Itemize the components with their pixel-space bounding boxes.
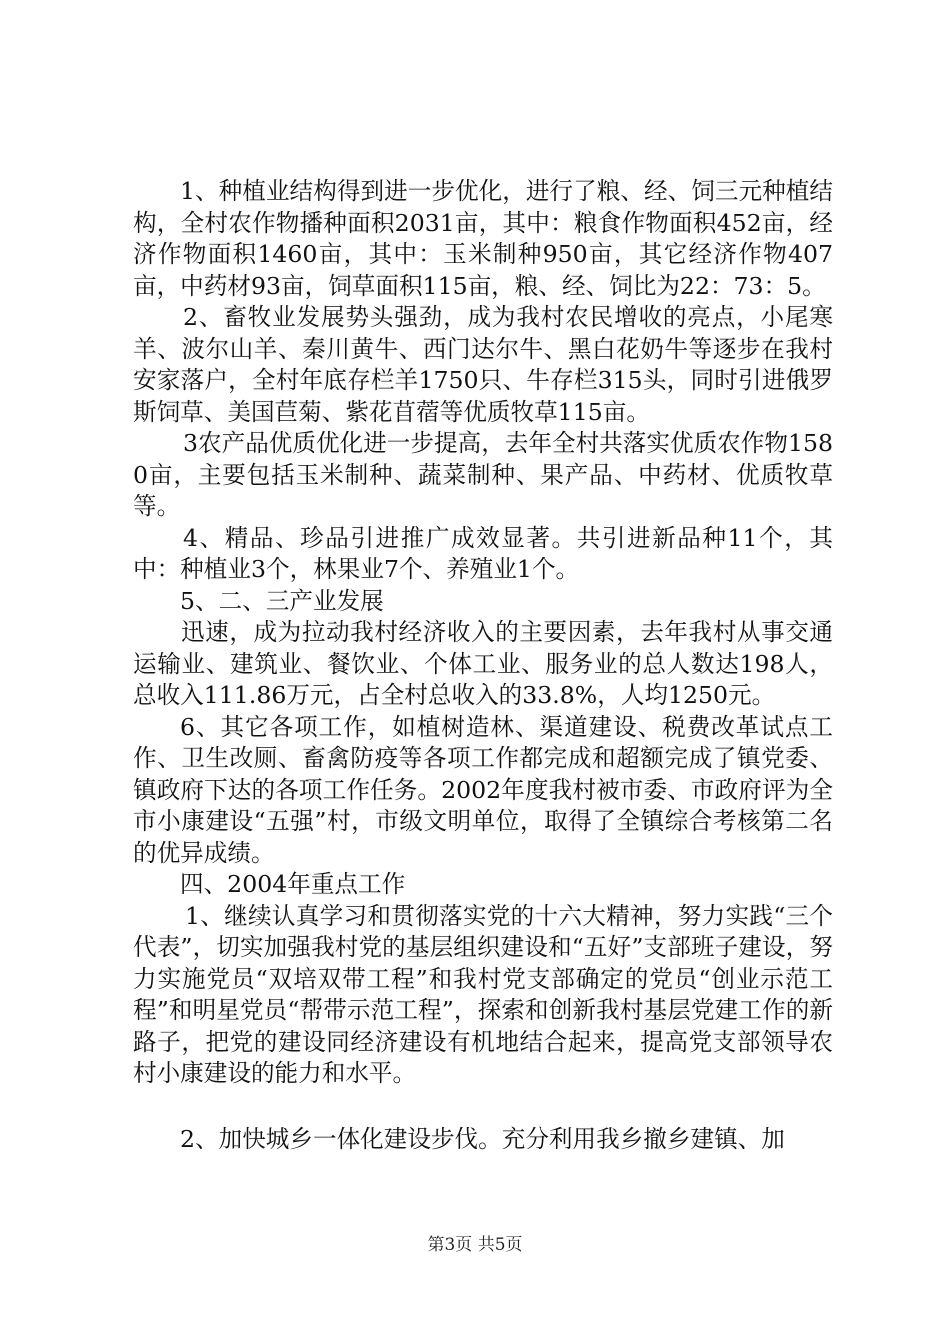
paragraph-quality-products: 3农产品优质优化进一步提高，去年全村共落实优质农作物1580亩，主要包括玉米制种、蔬菜制种、果产品、中药材、优质牧草等。 bbox=[133, 429, 833, 520]
paragraph-new-varieties: 4、精品、珍品引进推广成效显著。共引进新品种11个，其中：种植业3个，林果业7个、养殖业1个。 bbox=[133, 523, 833, 583]
paragraph-urban-rural-integration: 2、加快城乡一体化建设步伐。充分利用我乡撤乡建镇、加 bbox=[180, 1124, 785, 1153]
paragraph-livestock: 2、畜牧业发展势头强劲，成为我村农民增收的亮点，小尾寒羊、波尔山羊、秦川黄牛、西门达尔牛、黑白花奶牛等逐步在我村安家落户，全村年底存栏羊1750只、牛存栏315头，同时引进俄罗斯饲草、美国苣菊、紫花苜蓿等优质牧草115亩。 bbox=[133, 303, 833, 426]
page-footer: 第3页 共5页 bbox=[427, 1235, 523, 1255]
section-heading-2004-key-work: 四、2004年重点工作 bbox=[180, 870, 406, 898]
paragraph-secondary-tertiary-body: 迅速，成为拉动我村经济收入的主要因素，去年我村从事交通运输业、建筑业、餐饮业、个体工业、服务业的总人数达198人，总收入111.86万元，占全村总收入的33.8%，人均1250元。 bbox=[133, 618, 833, 709]
document-body bbox=[133, 176, 833, 1155]
paragraph-other-work: 6、其它各项工作，如植树造林、渠道建设、税费改革试点工作、卫生改厕、畜禽防疫等各项工作都完成和超额完成了镇党委、镇政府下达的各项工作任务。2002年度我村被市委、市政府评为全市小康建设“五强”村，市级文明单位，取得了全镇综合考核第二名的优异成绩。 bbox=[133, 712, 833, 867]
paragraph-planting-structure: 1、种植业结构得到进一步优化，进行了粮、经、饲三元种植结构，全村农作物播种面积2031亩，其中：粮食作物面积452亩，经济作物面积1460亩，其中：玉米制种950亩，其它经济作物407亩，中药材93亩，饲草面积115亩，粮、经、饲比为22：73：5。 bbox=[133, 177, 833, 300]
paragraph-secondary-tertiary-heading: 5、二、三产业发展 bbox=[180, 586, 384, 615]
paragraph-party-building: 1、继续认真学习和贯彻落实党的十六大精神，努力实践“三个代表”，切实加强我村党的基层组织建设和“五好”支部班子建设，努力实施党员“双培双带工程”和我村党支部确定的党员“创业示范工程”和明星党员“帮带示范工程”，探索和创新我村基层党建工作的新路子，把党的建设同经济建设有机地结合起来，提高党支部领导农村小康建设的能力和水平。 bbox=[133, 901, 833, 1087]
